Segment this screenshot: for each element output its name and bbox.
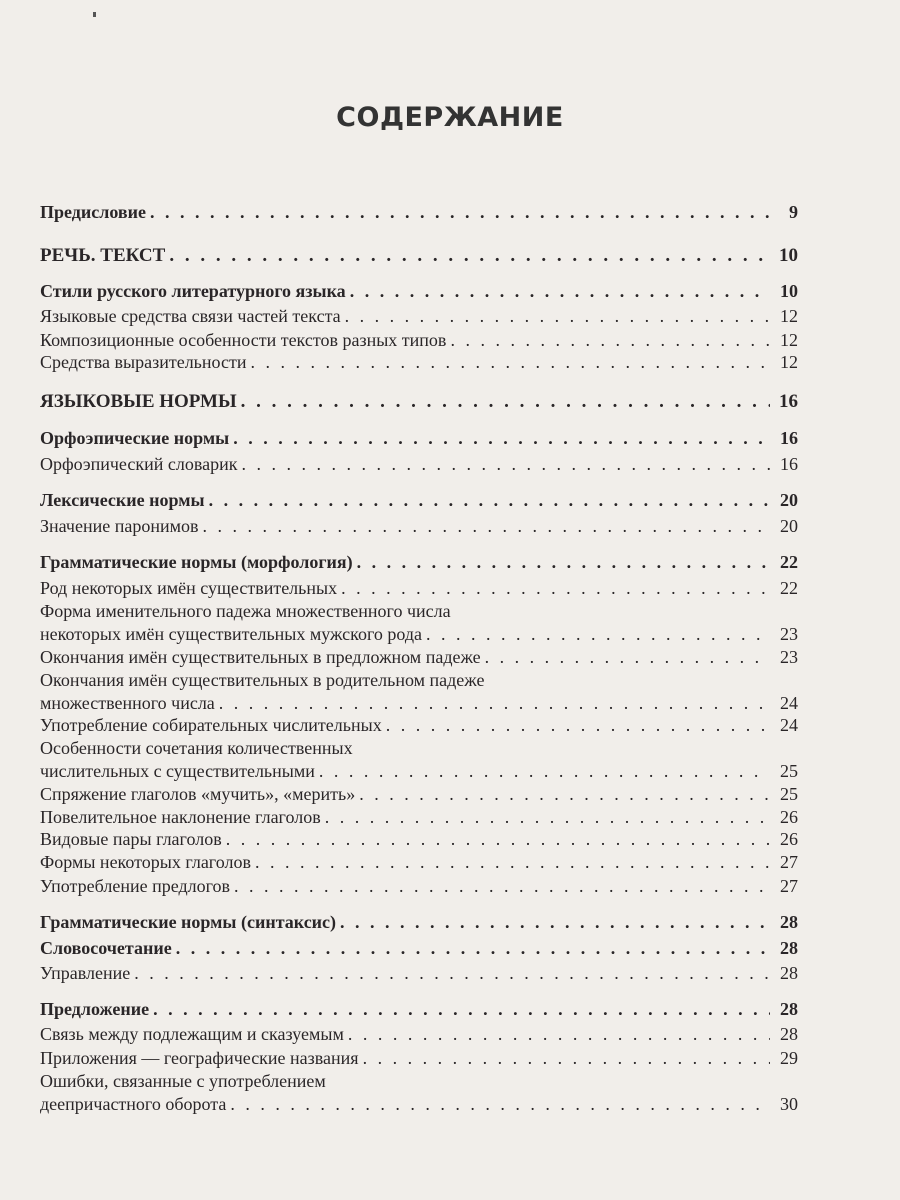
toc-page-number: 25 [780, 784, 798, 804]
dot-leader [348, 1023, 770, 1045]
toc-entry-title: Словосочетание [40, 938, 172, 958]
toc-entry [40, 962, 798, 984]
dot-leader [153, 998, 770, 1020]
dot-leader [219, 692, 770, 714]
dot-leader [241, 453, 770, 475]
toc-page-number: 23 [780, 624, 798, 644]
toc-entry-title: числительных с существительными [40, 761, 315, 781]
toc-entry [40, 245, 798, 267]
toc-page-number: 16 [779, 391, 798, 412]
toc-page-number: 29 [780, 1048, 798, 1068]
toc-page-number: 20 [780, 490, 798, 510]
toc-entry [40, 577, 798, 599]
toc-entry-line: Окончания имён существительных в родительном падеже [40, 670, 485, 690]
toc-entry-title: Употребление собирательных числительных [40, 715, 382, 735]
toc-entry [40, 692, 798, 714]
toc-page-number: 12 [780, 352, 798, 372]
dot-leader [209, 489, 770, 511]
toc-page-number: 20 [780, 516, 798, 536]
dot-leader [325, 806, 770, 828]
toc-entry-title: Спряжение глаголов «мучить», «мерить» [40, 784, 356, 804]
dot-leader [233, 427, 770, 449]
toc-entry-title: Языковые средства связи частей текста [40, 306, 341, 326]
toc-page-number: 28 [780, 912, 798, 932]
toc-entry-title: ЯЗЫКОВЫЕ НОРМЫ [40, 391, 237, 412]
toc-page-number: 26 [780, 829, 798, 849]
toc-page-number: 26 [780, 807, 798, 827]
dot-leader [345, 305, 770, 327]
toc-entry [40, 427, 798, 449]
toc-entry [40, 351, 798, 373]
scan-speck [93, 12, 96, 17]
toc-page-number: 12 [780, 306, 798, 326]
toc-entry [40, 828, 798, 850]
toc-entry [40, 623, 798, 645]
toc-page-number: 25 [780, 761, 798, 781]
toc-page-number: 24 [780, 693, 798, 713]
toc-page-number: 9 [789, 202, 798, 222]
toc-entry [40, 1047, 798, 1069]
toc-page-number: 27 [780, 852, 798, 872]
dot-leader [386, 714, 770, 736]
toc-page-number: 27 [780, 876, 798, 896]
toc-page-number: 28 [780, 999, 798, 1019]
toc-entry-title: Средства выразительности [40, 352, 247, 372]
dot-leader [176, 937, 770, 959]
toc-entry-title: Повелительное наклонение глаголов [40, 807, 321, 827]
toc-entry-title: Композиционные особенности текстов разных типов [40, 330, 447, 350]
toc-page-number: 16 [780, 428, 798, 448]
toc-entry-title: Орфоэпические нормы [40, 428, 230, 448]
dot-leader [150, 201, 770, 223]
dot-leader [226, 828, 770, 850]
toc-page-number: 23 [780, 647, 798, 667]
toc-entry [40, 489, 798, 511]
toc-entry-title: некоторых имён существительных мужского рода [40, 624, 423, 644]
toc-entry-line: Ошибки, связанные с употреблением [40, 1071, 326, 1091]
toc-entry-title: Предисловие [40, 202, 146, 222]
dot-leader [250, 351, 770, 373]
toc-entry-title: Видовые пары глаголов [40, 829, 222, 849]
toc-entry-title: Связь между подлежащим и сказуемым [40, 1024, 344, 1044]
dot-leader [234, 875, 770, 897]
toc-entry-title: Предложение [40, 999, 150, 1019]
toc-entry [40, 1023, 798, 1045]
toc-entry-title: Род некоторых имён существительных [40, 578, 338, 598]
toc-entry-title: Приложения — географические названия [40, 1048, 359, 1068]
toc-entry [40, 646, 798, 668]
dot-leader [255, 851, 770, 873]
toc-entry [40, 937, 798, 959]
page-title: СОДЕРЖАНИЕ [336, 102, 564, 133]
toc-entry-title: Окончания имён существительных в предложном падеже [40, 647, 481, 667]
toc-entry [40, 806, 798, 828]
toc-page-number: 28 [780, 963, 798, 983]
toc-page-number: 30 [780, 1094, 798, 1114]
toc-entry [40, 714, 798, 736]
toc-page-number: 28 [780, 938, 798, 958]
toc-entry [40, 305, 798, 327]
toc-entry [40, 760, 798, 782]
toc-entry [40, 453, 798, 475]
toc-entry [40, 515, 798, 537]
toc-entry-title: множественного числа [40, 693, 215, 713]
dot-leader [341, 577, 770, 599]
toc-entry [40, 911, 798, 933]
toc-entry [40, 391, 798, 413]
toc-page-number: 22 [780, 578, 798, 598]
toc-entry [40, 1093, 798, 1115]
toc-entry-title: Стили русского литературного языка [40, 281, 346, 301]
dot-leader [363, 1047, 770, 1069]
toc-entry-title: РЕЧЬ. ТЕКСТ [40, 245, 166, 266]
dot-leader [450, 329, 770, 351]
toc-page-number: 12 [780, 330, 798, 350]
toc-entry-title: Грамматические нормы (синтаксис) [40, 912, 337, 932]
dot-leader [359, 783, 770, 805]
dot-leader [357, 551, 770, 573]
toc-page-number: 16 [780, 454, 798, 474]
toc-entry-title: Орфоэпический словарик [40, 454, 238, 474]
toc-entry-title: деепричастного оборота [40, 1094, 227, 1114]
toc-entry-title: Управление [40, 963, 131, 983]
toc-entry-title: Значение паронимов [40, 516, 199, 536]
dot-leader [241, 391, 770, 413]
dot-leader [426, 623, 770, 645]
dot-leader [230, 1093, 770, 1115]
toc-entry [40, 851, 798, 873]
dot-leader [485, 646, 770, 668]
toc-entry [40, 998, 798, 1020]
toc-page-number: 24 [780, 715, 798, 735]
toc-entry-title: Употребление предлогов [40, 876, 231, 896]
dot-leader [340, 911, 770, 933]
toc-page-number: 10 [780, 281, 798, 301]
toc-entry [40, 551, 798, 573]
toc-entry-title: Грамматические нормы (морфология) [40, 552, 353, 572]
dot-leader [203, 515, 771, 537]
toc-entry-line: Форма именительного падежа множественного числа [40, 601, 451, 621]
toc-entry [40, 875, 798, 897]
dot-leader [169, 245, 770, 267]
toc-entry-line: Особенности сочетания количественных [40, 738, 353, 758]
toc-page-number: 28 [780, 1024, 798, 1044]
dot-leader [319, 760, 770, 782]
toc-entry [40, 280, 798, 302]
toc-entry-title: Формы некоторых глаголов [40, 852, 251, 872]
toc-entry-title: Лексические нормы [40, 490, 205, 510]
dot-leader [350, 280, 770, 302]
toc-entry [40, 201, 798, 223]
dot-leader [134, 962, 770, 984]
toc-entry [40, 783, 798, 805]
toc-entry [40, 329, 798, 351]
toc-page-number: 10 [779, 245, 798, 266]
toc-page-number: 22 [780, 552, 798, 572]
